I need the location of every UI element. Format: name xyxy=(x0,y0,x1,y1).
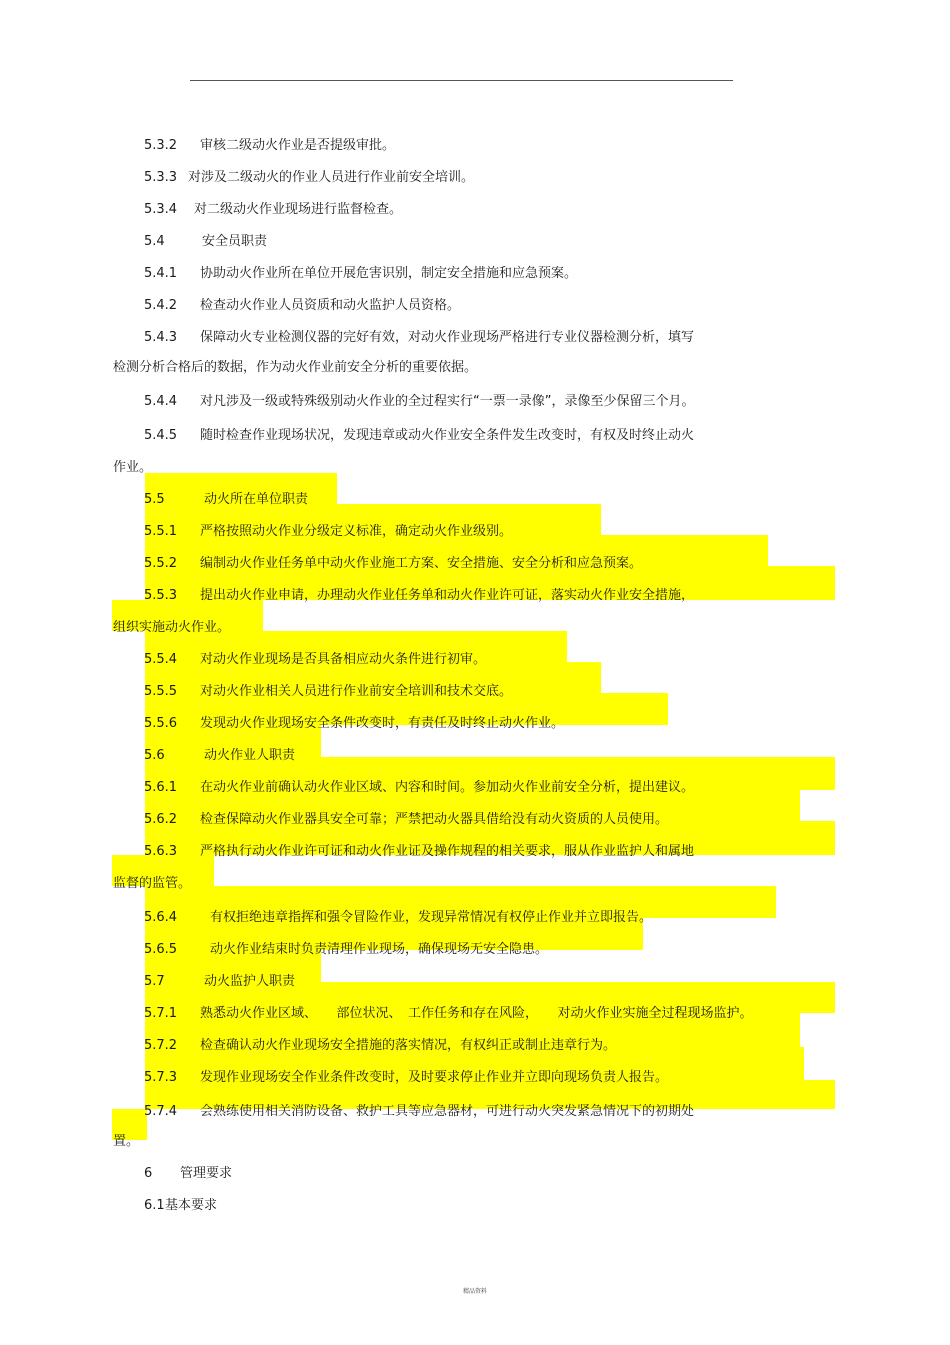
clause-text: 安全员职责 xyxy=(202,234,268,249)
doc-line xyxy=(144,1038,617,1054)
doc-line xyxy=(113,876,191,892)
clause-text: 发现动火作业现场安全条件改变时，有责任及时终止动火作业。 xyxy=(200,716,565,731)
clause-text: 严格执行动火作业许可证和动火作业证及操作规程的相关要求，服从作业监护人和属地 xyxy=(200,844,695,859)
clause-number: 5.4.4 xyxy=(144,394,178,409)
clause-text: 动火作业人职责 xyxy=(204,748,296,763)
doc-line xyxy=(144,1070,669,1086)
clause-number: 5.5.3 xyxy=(144,588,178,603)
clause-text: 审核二级动火作业是否提级审批。 xyxy=(200,138,396,153)
clause-number: 5.6.2 xyxy=(144,812,178,827)
clause-text: 基本要求 xyxy=(165,1198,218,1213)
clause-text: 提出动火作业申请，办理动火作业任务单和动火作业许可证，落实动火作业安全措施， xyxy=(200,588,695,603)
doc-line xyxy=(144,1104,695,1120)
clause-text: 检查确认动火作业现场安全措施的落实情况，有权纠正或制止违章行为。 xyxy=(200,1038,617,1053)
doc-line xyxy=(144,974,296,990)
clause-text-continued: 作业。 xyxy=(113,460,153,475)
clause-number: 5.6 xyxy=(144,748,165,763)
page-footer: 精品资料 xyxy=(462,1288,487,1295)
clause-text-continued: 监督的监管。 xyxy=(113,876,192,891)
clause-text-continued: 检测分析合格后的数据，作为动火作业前安全分析的重要依据。 xyxy=(113,360,478,375)
clause-text: 保障动火专业检测仪器的完好有效，对动火作业现场严格进行专业仪器检测分析，填写 xyxy=(200,330,695,345)
doc-line xyxy=(144,942,549,958)
doc-line xyxy=(113,620,230,636)
clause-number: 5.4 xyxy=(144,234,165,249)
doc-line xyxy=(144,910,653,926)
clause-number: 5.5.5 xyxy=(144,684,178,699)
doc-line xyxy=(144,844,695,860)
clause-number: 5.3.3 xyxy=(144,170,178,185)
doc-line xyxy=(144,170,475,186)
doc-line xyxy=(144,748,296,764)
clause-text: 随时检查作业现场状况，发现违章或动火作业安全条件发生改变时，有权及时终止动火 xyxy=(200,428,695,443)
clause-text: 动火监护人职责 xyxy=(204,974,296,989)
clause-number: 5.3.4 xyxy=(144,202,178,217)
clause-number: 5.5.6 xyxy=(144,716,178,731)
clause-text: 动火所在单位职责 xyxy=(204,492,309,507)
header-rule xyxy=(190,80,733,81)
doc-line xyxy=(144,780,695,796)
clause-number: 5.7.2 xyxy=(144,1038,178,1053)
clause-text: 编制动火作业任务单中动火作业施工方案、安全措施、安全分析和应急预案。 xyxy=(200,556,643,571)
doc-line xyxy=(144,138,396,154)
clause-number: 5.4.3 xyxy=(144,330,178,345)
clause-text: 检查动火作业人员资质和动火监护人员资格。 xyxy=(200,298,461,313)
clause-number: 5.4.5 xyxy=(144,428,178,443)
clause-text: 动火作业结束时负责清理作业现场，确保现场无安全隐患。 xyxy=(210,942,549,957)
clause-text: 严格按照动火作业分级定义标准，确定动火作业级别。 xyxy=(200,524,513,539)
clause-text: 对动火作业相关人员进行作业前安全培训和技术交底。 xyxy=(200,684,513,699)
clause-number: 5.6.3 xyxy=(144,844,178,859)
clause-number: 5.6.1 xyxy=(144,780,178,795)
doc-line xyxy=(144,394,695,410)
doc-line xyxy=(113,360,477,376)
clause-number: 5.7.3 xyxy=(144,1070,178,1085)
doc-line xyxy=(144,588,695,604)
clause-number: 5.5 xyxy=(144,492,165,507)
doc-line xyxy=(144,234,268,250)
doc-line xyxy=(144,1166,233,1182)
clause-number: 5.5.4 xyxy=(144,652,178,667)
clause-number: 5.7.1 xyxy=(144,1006,178,1021)
clause-text: 有权拒绝违章指挥和强令冒险作业，发现异常情况有权停止作业并立即报告。 xyxy=(210,910,653,925)
doc-line xyxy=(144,812,669,828)
doc-line xyxy=(144,556,643,572)
doc-line xyxy=(144,1006,753,1022)
clause-number: 5.5.1 xyxy=(144,524,178,539)
doc-line xyxy=(144,428,695,444)
clause-text: 熟悉动火作业区域、 部位状况、 工作任务和存在风险， 对动火作业实施全过程现场监护。 xyxy=(200,1006,753,1021)
clause-number: 6.1 xyxy=(144,1198,165,1213)
clause-number: 5.3.2 xyxy=(144,138,178,153)
clause-text: 协助动火作业所在单位开展危害识别，制定安全措施和应急预案。 xyxy=(200,266,578,281)
doc-line xyxy=(113,460,152,476)
clause-number: 6 xyxy=(144,1166,153,1181)
clause-number: 5.5.2 xyxy=(144,556,178,571)
doc-line xyxy=(144,524,513,540)
clause-number: 5.6.4 xyxy=(144,910,178,925)
clause-text: 在动火作业前确认动火作业区域、内容和时间。参加动火作业前安全分析，提出建议。 xyxy=(200,780,695,795)
doc-line xyxy=(144,298,461,314)
doc-line xyxy=(144,1198,218,1214)
clause-text-continued: 置。 xyxy=(113,1134,140,1149)
clause-text: 检查保障动火作业器具安全可靠；严禁把动火器具借给没有动火资质的人员使用。 xyxy=(200,812,669,827)
clause-text: 对凡涉及一级或特殊级别动火作业的全过程实行“一票一录像”，录像至少保留三个月。 xyxy=(200,394,695,409)
clause-text: 发现作业现场安全作业条件改变时，及时要求停止作业并立即向现场负责人报告。 xyxy=(200,1070,669,1085)
doc-line xyxy=(113,1134,139,1150)
clause-number: 5.7 xyxy=(144,974,165,989)
doc-line xyxy=(144,202,403,218)
clause-text: 对二级动火作业现场进行监督检查。 xyxy=(194,202,403,217)
clause-text: 对动火作业现场是否具备相应动火条件进行初审。 xyxy=(200,652,487,667)
doc-line xyxy=(144,330,695,346)
doc-line xyxy=(144,684,513,700)
clause-text: 对涉及二级动火的作业人员进行作业前安全培训。 xyxy=(188,170,475,185)
clause-number: 5.7.4 xyxy=(144,1104,178,1119)
doc-line xyxy=(144,266,578,282)
doc-line xyxy=(144,652,487,668)
clause-number: 5.4.1 xyxy=(144,266,178,281)
doc-line xyxy=(144,492,309,508)
clause-number: 5.4.2 xyxy=(144,298,178,313)
clause-text-continued: 组织实施动火作业。 xyxy=(113,620,231,635)
clause-number: 5.6.5 xyxy=(144,942,178,957)
doc-line xyxy=(144,716,565,732)
clause-text: 会熟练使用相关消防设备、救护工具等应急器材，可进行动火突发紧急情况下的初期处 xyxy=(200,1104,695,1119)
clause-text: 管理要求 xyxy=(180,1166,233,1181)
